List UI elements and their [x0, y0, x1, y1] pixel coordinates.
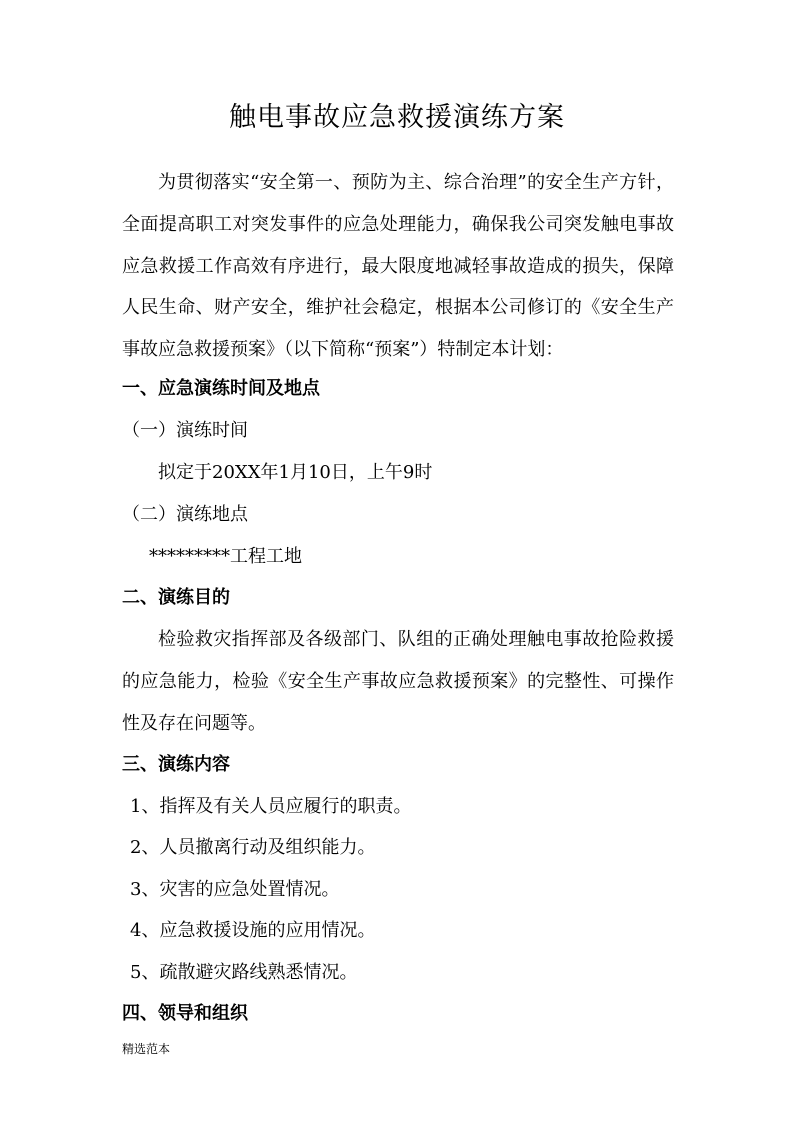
list-item: 1、指挥及有关人员应履行的职责。: [130, 796, 412, 817]
section-4-heading: 四、领导和组织: [122, 1003, 248, 1024]
section-1-sub-2-label: （二）演练地点: [122, 504, 248, 525]
section-2-paragraph: [122, 619, 674, 744]
intro-paragraph: [122, 162, 674, 371]
list-item: 5、疏散避灾路线熟悉情况。: [130, 962, 358, 983]
list-item: 2、人员撤离行动及组织能力。: [130, 837, 376, 858]
intro-text: 为贯彻落实“安全第一、预防为主、综合治理”的安全生产方针，全面提高职工对突发事件的应急处理能力，确保我公司突发触电事故应急救援工作高效有序进行，最大限度地减轻事故造成的损失，保障人民生命、财产安全，维护社会稳定，根据本公司修订的《安全生产事故应急救援预案》（以下简称“预案”）特制定本计划：: [122, 172, 674, 361]
section-1-sub-1-label: （一）演练时间: [122, 420, 248, 441]
section-2-heading: 二、演练目的: [122, 587, 230, 608]
section-3-heading: 三、演练内容: [122, 754, 230, 775]
document-title: 触电事故应急救援演练方案: [229, 102, 565, 133]
section-1-sub-2-text: *********工程工地: [149, 546, 302, 567]
section-1-heading: 一、应急演练时间及地点: [122, 378, 320, 399]
list-item: 4、应急救援设施的应用情况。: [130, 920, 376, 941]
list-item: 3、灾害的应急处置情况。: [130, 879, 340, 900]
section-1-sub-1-text: 拟定于20XX年1月10日，上午9时: [158, 462, 433, 483]
page-footer: 精选范本: [122, 1042, 171, 1056]
section-2-text: 检验救灾指挥部及各级部门、队组的正确处理触电事故抢险救援的应急能力，检验《安全生产事故应急救援预案》的完整性、可操作性及存在问题等。: [122, 629, 674, 734]
